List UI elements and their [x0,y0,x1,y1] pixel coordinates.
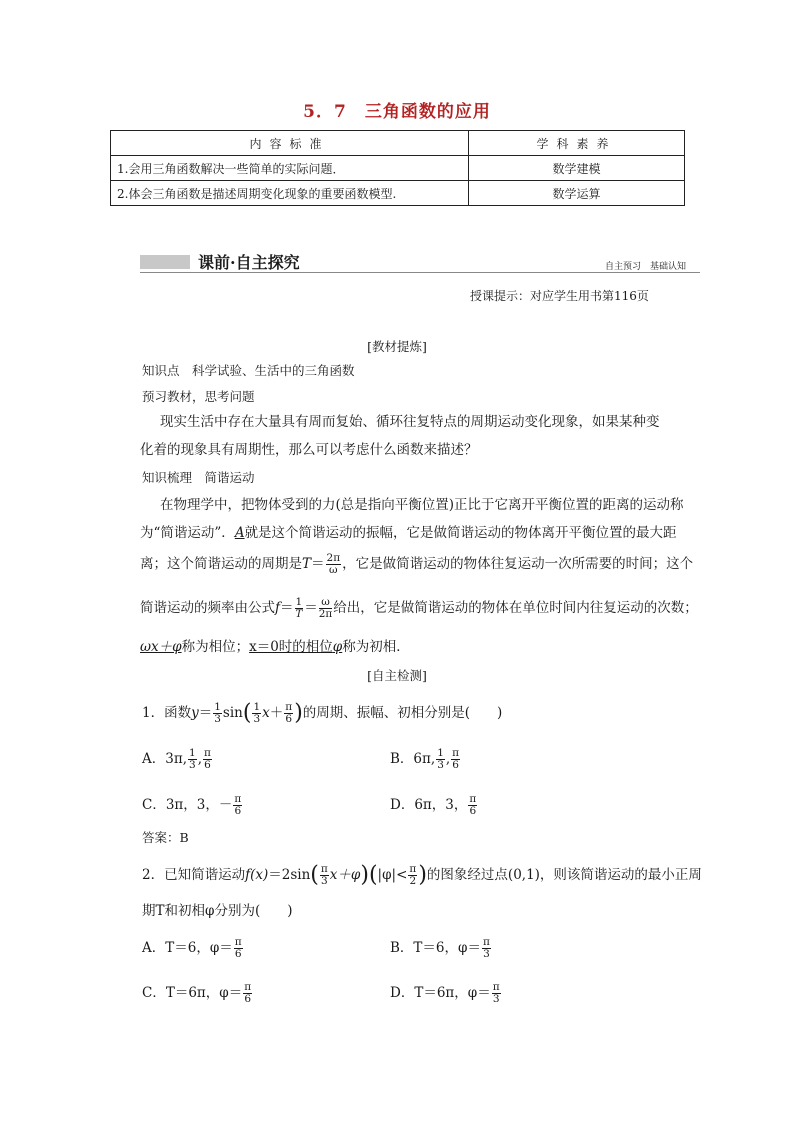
q2-option-c: C．T＝6π，φ＝ $\frac{\pi}{6}$ [142,981,252,1005]
page-title: 5．7 三角函数的应用 [303,102,491,122]
q1-option-c: C．3π，3，－ $\frac{\pi}{6}$ [142,793,242,817]
standard-row-1: 1.会用三角函数解决一些简单的实际问题． [111,156,469,181]
teaching-hint: 授课提示：对应学生用书第116页 [470,289,649,303]
knowledge-sort: 知识梳理 简谐运动 [142,470,255,485]
standards-table [110,130,685,206]
knowledge-point: 知识点 科学试验、生活中的三角函数 [142,363,355,378]
preview-instruction: 预习教材，思考问题 [142,389,255,404]
frequency-fraction-2: $\frac{\omega}{2\pi}$ [318,596,333,620]
q1-answer: 答案：B [142,830,189,845]
text-line-4: 简谐运动的频率由公式f＝ $\frac{1}{T}$ ＝ $\frac{\omega}{2\pi}$ 给出，它是做简谐运动的物体在单位时间内往复运动的次数； [140,596,698,620]
literacy-header: 学科素养 [469,131,685,156]
question-line-1: 现实生活中存在大量具有周而复始、循环往复特点的周期运动变化现象，如果某种变 [160,414,660,430]
question-2: 2．已知简谐运动f(x)＝2sin( $\frac{\pi}{3}$ x＋φ)(|φ|< $\frac{\pi}{2}$ )的图象经过点(0,1)，则该简谐运动的最小正周 [142,862,702,888]
q1-option-a: A．3π, $\frac{1}{3}$ , $\frac{\pi}{6}$ [142,747,211,771]
section-divider [140,272,700,273]
self-check-heading: [自主检测] [367,668,427,683]
q1-option-d: D．6π，3， $\frac{\pi}{6}$ [390,793,477,817]
text-line-2: 为“简谐运动”．A就是这个简谐运动的振幅，它是做简谐运动的物体离开平衡位置的最大距 [140,525,677,541]
q2-option-d: D．T＝6π，φ＝ $\frac{\pi}{3}$ [390,981,500,1005]
text-line-3: 离；这个简谐运动的周期是T＝ $\frac{2\pi}{\omega}$ ，它是做简谐运动的物体往复运动一次所需要的时间；这个 [140,552,694,576]
text-line-5: ωx＋φ称为相位；x＝0时的相位φ称为初相． [140,639,410,655]
q2-option-a: A．T＝6，φ＝ $\frac{\pi}{6}$ [142,936,242,960]
literacy-1: 数学建模 [469,156,685,181]
question-1: 1．函数y＝ $\frac{1}{3}$ sin( $\frac{1}{3}$ x＋ $\frac{\pi}{6}$ )的周期、振幅、初相分别是( ) [142,700,503,726]
frequency-fraction-1: $\frac{1}{T}$ [295,596,303,620]
q1-option-b: B．6π, $\frac{1}{3}$ , $\frac{\pi}{6}$ [390,747,460,771]
period-fraction: $\frac{2\pi}{\omega}$ [326,552,341,576]
text-line-1: 在物理学中，把物体受到的力(总是指向平衡位置)正比于它离开平衡位置的距离的运动称 [160,497,684,513]
textbook-heading: [教材提炼] [367,339,427,354]
literacy-2: 数学运算 [469,181,685,206]
q2-option-b: B．T＝6，φ＝ $\frac{\pi}{3}$ [390,936,490,960]
question-line-2: 化着的现象具有周期性，那么可以考虑什么函数来描述？ [140,442,478,458]
content-standard-header: 内容标准 [111,131,469,156]
standard-row-2: 2.体会三角函数是描述周期变化现象的重要函数模型. [111,181,469,206]
question-2-line-2: 期T和初相φ分别为( ) [142,903,293,919]
section-title: 课前·自主探究 [198,253,300,272]
section-bar [140,255,190,269]
section-subtitle: 自主预习 基础认知 [605,262,687,272]
